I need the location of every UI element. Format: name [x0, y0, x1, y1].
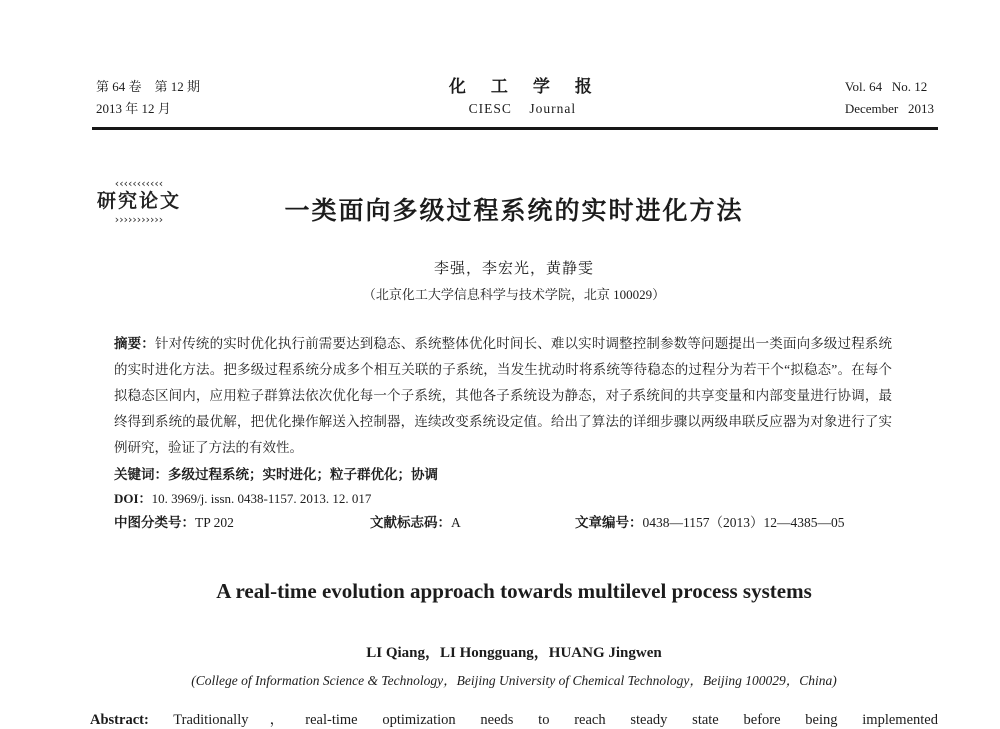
- clc-item: [114, 511, 370, 535]
- article-no-item: [575, 511, 892, 535]
- affiliation-en: (College of Information Science & Technology，Beijing University of Chemical Technology，Beijing 100029，China): [191, 673, 837, 688]
- doi-line: [114, 487, 892, 510]
- abstract-meta-block: [114, 331, 892, 535]
- keywords-line: [114, 463, 892, 486]
- article-no-label: 文章编号：: [575, 515, 643, 530]
- journal-title-cn: 化 工 学 报: [448, 77, 596, 96]
- journal-title-en: CIESC Journal: [468, 101, 577, 116]
- header-divider: [92, 127, 938, 130]
- volume-issue-cn: 第 64 卷 第 12 期: [96, 79, 201, 94]
- doc-code-item: [370, 511, 575, 535]
- article-title-cn: 一类面向多级过程系统的实时进化方法: [284, 197, 744, 225]
- abstract-en: [90, 708, 938, 729]
- journal-header: [96, 76, 934, 120]
- journal-title-block: [449, 76, 596, 120]
- clc-label: 中图分类号：: [114, 515, 195, 530]
- abstract-text-cn: 针对传统的实时优化执行前需要达到稳态、系统整体优化时间长、难以实时调整控制参数等问题提出一类面向多级过程系统的实时进化方法。把多级过程系统分成多个相互关联的子系统，当发生扰动时将系统等待稳态的过程分为若干个“拟稳态”。在每个拟稳态区间内，应用粒子群算法依次优化每一个子系统，其他各子系统设为静态，对子系统间的共享变量和内部变量进行协调，最终得到系统的最优解，把优化操作解送入控制器，连续改变系统设定值。给出了算法的详细步骤以两级串联反应器为对象进行了实例研究，验证了方法的有效性。: [114, 336, 893, 455]
- abstract-label-en: Abstract:: [90, 712, 149, 728]
- article-no-value: 0438—1157（2013）12—4385—05: [642, 515, 845, 530]
- journal-issue-block-cn: [96, 76, 200, 120]
- authors-cn: 李强，李宏光，黄静雯: [433, 261, 594, 277]
- classification-line: [114, 511, 892, 535]
- abstract-text-en: Traditionally，real-time optimization needs to reach steady state before being implemented: [173, 712, 938, 728]
- clc-value: TP 202: [195, 515, 234, 530]
- volume-issue-en: Vol. 64 No. 12: [844, 79, 928, 94]
- journal-issue-block-en: [845, 76, 934, 120]
- keywords-label: 关键词：: [114, 467, 168, 482]
- date-en: December 2013: [844, 101, 934, 116]
- doc-code-value: A: [451, 515, 461, 530]
- doc-code-label: 文献标志码：: [370, 515, 451, 530]
- affiliation-cn: （北京化工大学信息科学与技术学院，北京 100029）: [362, 287, 666, 302]
- authors-en: LI Qiang，LI Hongguang，HUANG Jingwen: [366, 645, 662, 661]
- abstract-label-cn: 摘要：: [114, 336, 155, 351]
- keywords-text: 多级过程系统；实时进化；粒子群优化；协调: [168, 467, 438, 482]
- abstract-cn: [114, 331, 892, 461]
- doi-label: DOI：: [114, 491, 152, 506]
- stamp-deco-top-icon: ‹‹‹‹‹‹‹‹‹‹‹: [114, 177, 164, 190]
- article-title-en: A real-time evolution approach towards multilevel process systems: [216, 579, 812, 603]
- article-type-label: 研究论文: [96, 191, 181, 212]
- doi-value: 10. 3969/j. issn. 0438-1157. 2013. 12. 017: [151, 491, 372, 506]
- stamp-deco-bottom-icon: ›››››››››››: [114, 213, 164, 226]
- date-cn: 2013 年 12 月: [96, 101, 171, 116]
